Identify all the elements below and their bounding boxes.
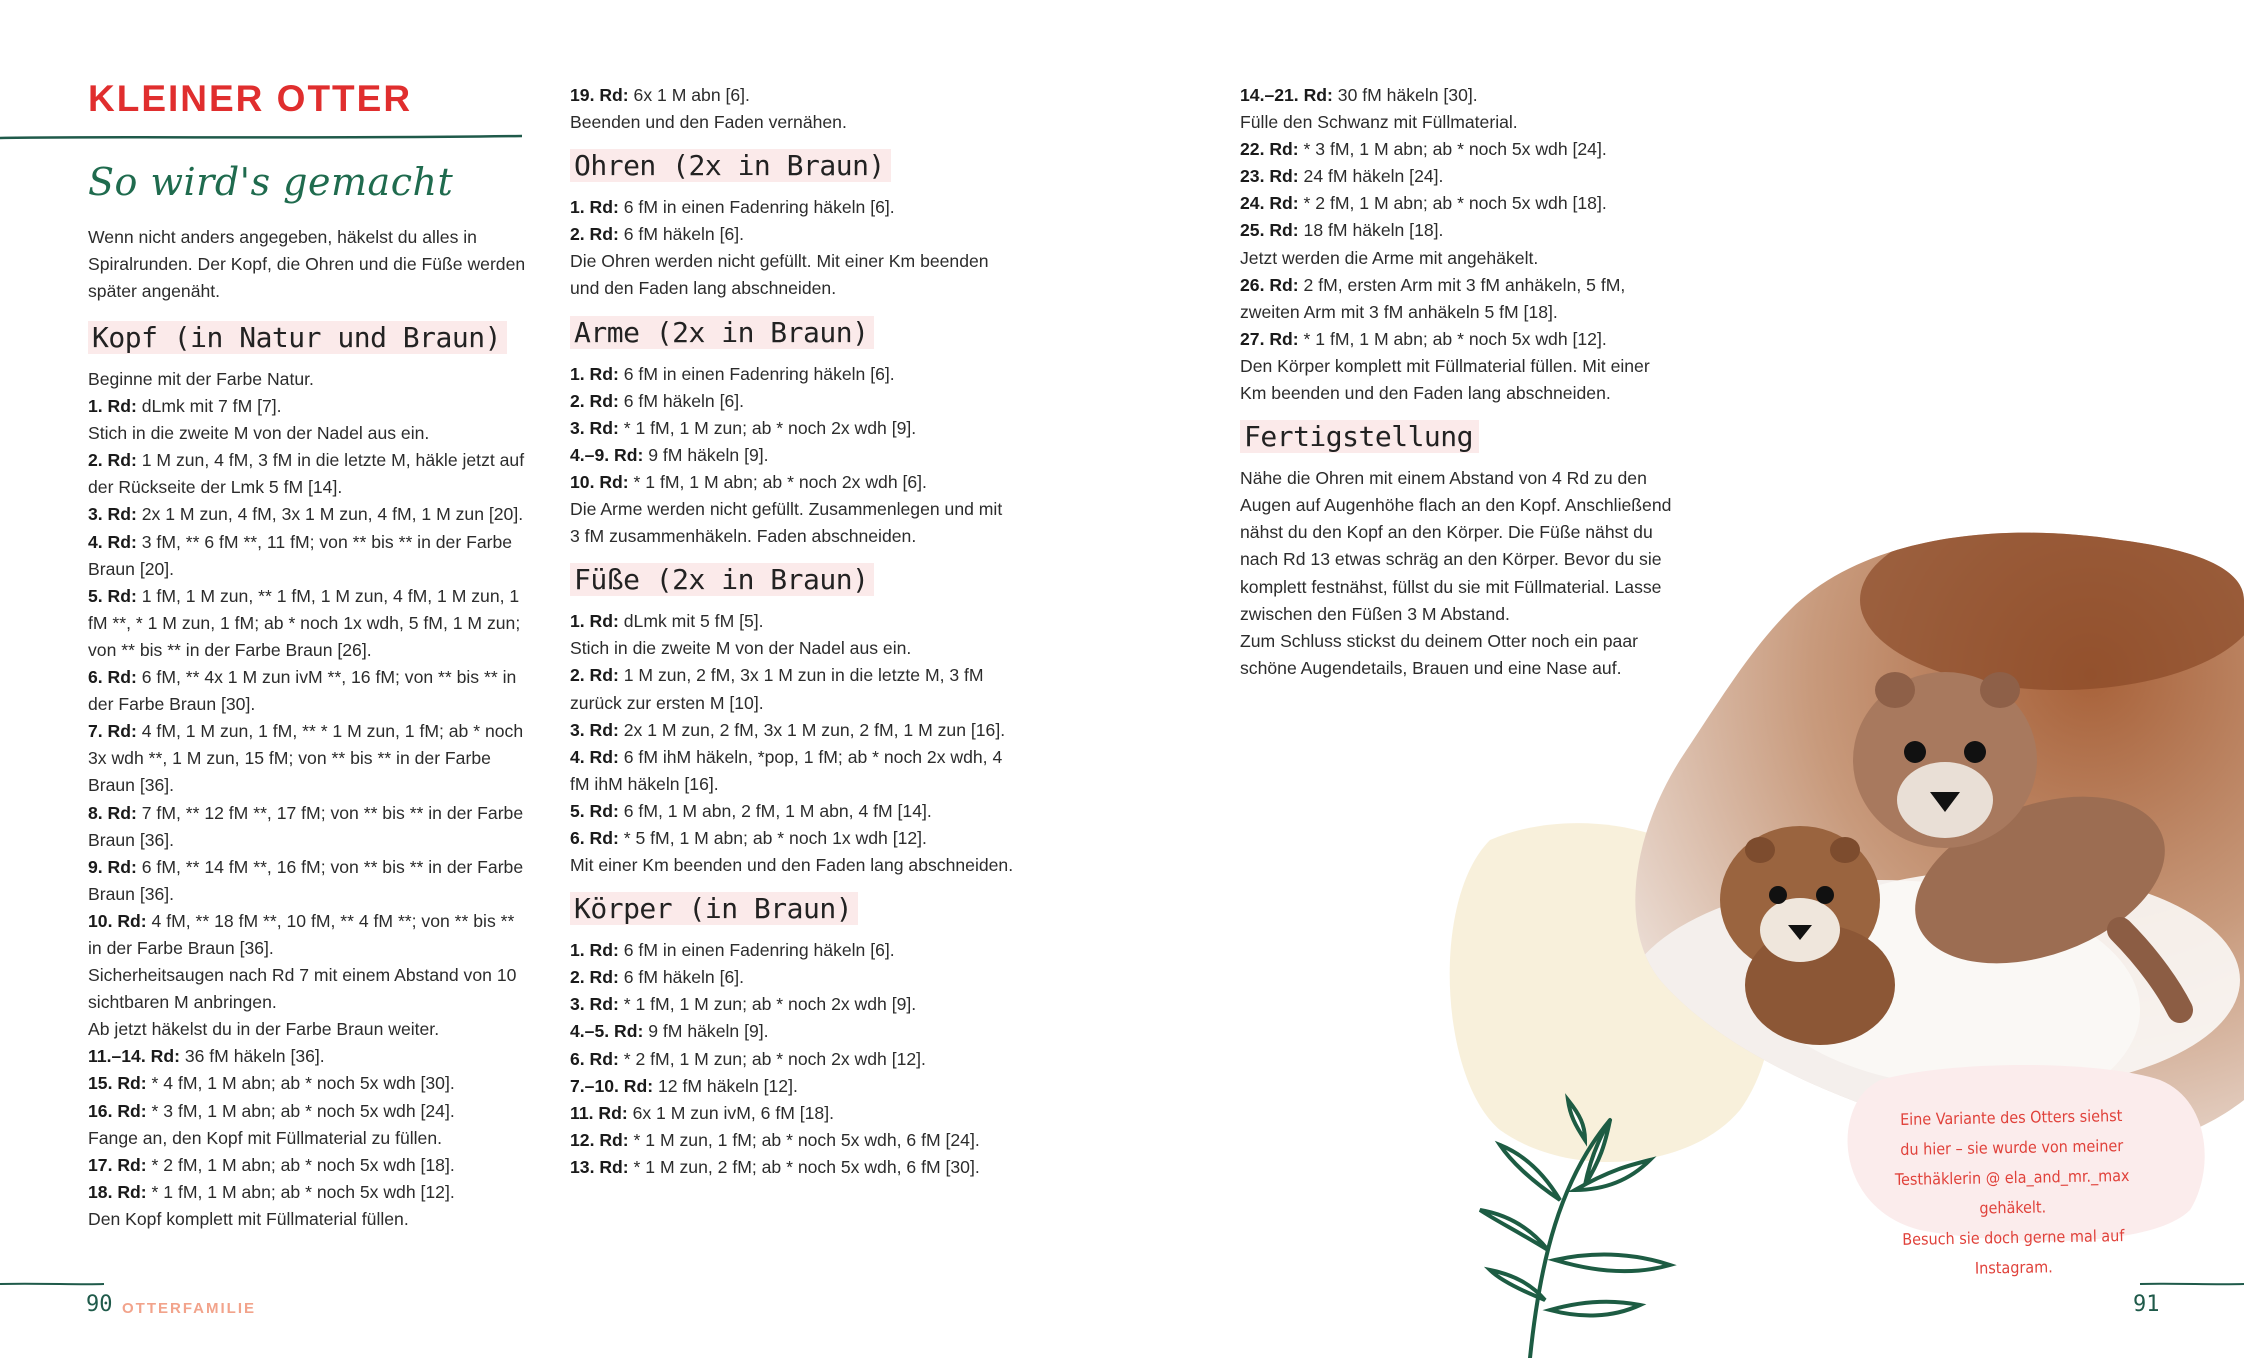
instruction-line bbox=[570, 1154, 1015, 1181]
instruction-text: 2 fM, ersten Arm mit 3 fM anhäkeln, 5 fM, zweiten Arm mit 3 fM anhäkeln 5 fM [18]. bbox=[1240, 274, 1626, 322]
instruction-line bbox=[88, 718, 528, 799]
instruction-text: Stich in die zweite M von der Nadel aus ein. bbox=[88, 423, 430, 444]
instruction-line bbox=[570, 1046, 1015, 1073]
instruction-text: 1 M zun, 2 fM, 3x 1 M zun in die letzte M, 3 fM zurück zur ersten M [10]. bbox=[570, 665, 984, 713]
round-label: 24. Rd: bbox=[1240, 193, 1299, 214]
instruction-line bbox=[88, 1125, 528, 1152]
instruction-line bbox=[1240, 217, 1680, 244]
section-heading-kopf: Kopf (in Natur und Braun) bbox=[88, 316, 528, 360]
instruction-line bbox=[570, 82, 1015, 109]
instruction-text: Jetzt werden die Arme mit angehäkelt. bbox=[1240, 247, 1539, 268]
round-label: 9. Rd: bbox=[88, 856, 137, 877]
intro-text: Wenn nicht anders angegeben, häkelst du alles in Spiralrunden. Der Kopf, die Ohren und die Füße werden später angenäht. bbox=[88, 227, 526, 302]
instruction-text: Die Ohren werden nicht gefüllt. Mit einer Km beenden und den Faden lang abschneiden. bbox=[570, 251, 989, 299]
instruction-line bbox=[570, 744, 1015, 798]
instruction-line bbox=[1240, 136, 1680, 163]
instruction-line bbox=[88, 1043, 528, 1070]
instruction-text: * 1 fM, 1 M abn; ab * noch 2x wdh [6]. bbox=[628, 471, 927, 492]
instruction-line bbox=[1240, 190, 1680, 217]
instruction-text: * 1 fM, 1 M zun; ab * noch 2x wdh [9]. bbox=[618, 994, 917, 1015]
instruction-line bbox=[570, 852, 1015, 879]
section-heading-fertig: Fertigstellung bbox=[1240, 415, 1680, 459]
koerper-cont-instructions bbox=[1240, 82, 1680, 407]
footer-section-label: OTTERFAMILIE bbox=[122, 1300, 256, 1317]
instruction-text: Stich in die zweite M von der Nadel aus ein. bbox=[570, 638, 912, 659]
page-number-left: 90 bbox=[86, 1292, 113, 1317]
instruction-text: Ab jetzt häkelst du in der Farbe Braun weiter. bbox=[88, 1019, 440, 1040]
section-heading-arme: Arme (2x in Braun) bbox=[570, 311, 1015, 355]
koerper-instructions bbox=[570, 937, 1015, 1181]
round-label: 1. Rd: bbox=[570, 363, 619, 384]
instruction-text: 18 fM häkeln [18]. bbox=[1298, 220, 1444, 241]
round-label: 10. Rd: bbox=[88, 910, 147, 931]
round-label: 2. Rd: bbox=[570, 224, 619, 245]
instruction-text: * 2 fM, 1 M abn; ab * noch 5x wdh [18]. bbox=[1298, 193, 1607, 214]
round-label: 22. Rd: bbox=[1240, 139, 1299, 160]
instruction-text: 6 fM, 1 M abn, 2 fM, 1 M abn, 4 fM [14]. bbox=[618, 800, 932, 821]
instruction-line bbox=[570, 662, 1015, 716]
instruction-line bbox=[88, 962, 528, 1016]
instruction-line bbox=[88, 1070, 528, 1097]
section-heading-fuesse: Füße (2x in Braun) bbox=[570, 558, 1015, 602]
instruction-text: Zum Schluss stickst du deinem Otter noch ein paar schöne Augendetails, Brauen und eine Nase auf. bbox=[1240, 630, 1638, 678]
caption-line: Testhäklerin @ ela_and_mr._max gehäkelt. bbox=[1894, 1165, 2130, 1218]
instruction-line bbox=[570, 798, 1015, 825]
instruction-text: * 3 fM, 1 M abn; ab * noch 5x wdh [24]. bbox=[146, 1100, 455, 1121]
column-right bbox=[1240, 82, 1680, 682]
instruction-text: 6 fM häkeln [6]. bbox=[618, 390, 745, 411]
instruction-line bbox=[88, 800, 528, 854]
round-label: 2. Rd: bbox=[88, 450, 137, 471]
round-label: 6. Rd: bbox=[570, 1048, 619, 1069]
instruction-text: * 3 fM, 1 M abn; ab * noch 5x wdh [24]. bbox=[1298, 139, 1607, 160]
instruction-line bbox=[88, 1179, 528, 1206]
round-label: 23. Rd: bbox=[1240, 166, 1299, 187]
instruction-text: * 1 M zun, 1 fM; ab * noch 5x wdh, 6 fM [24]. bbox=[628, 1129, 980, 1150]
instruction-line bbox=[88, 447, 528, 501]
subtitle-script: So wird's gemacht bbox=[88, 160, 454, 204]
caption-line: Besuch sie doch gerne mal auf Instagram. bbox=[1902, 1226, 2125, 1278]
instruction-text: 7 fM, ** 12 fM **, 17 fM; von ** bis ** in der Farbe Braun [36]. bbox=[88, 802, 524, 850]
instruction-text: Sicherheitsaugen nach Rd 7 mit einem Abstand von 10 sichtbaren M anbringen. bbox=[88, 965, 517, 1013]
instruction-line bbox=[1240, 109, 1680, 136]
instruction-text: * 1 fM, 1 M abn; ab * noch 5x wdh [12]. bbox=[1298, 328, 1607, 349]
instruction-text: Mit einer Km beenden und den Faden lang abschneiden. bbox=[570, 855, 1014, 876]
instruction-text: Beenden und den Faden vernähen. bbox=[570, 112, 847, 133]
instruction-line bbox=[570, 635, 1015, 662]
round-label: 5. Rd: bbox=[88, 585, 137, 606]
instruction-text: * 1 fM, 1 M zun; ab * noch 2x wdh [9]. bbox=[618, 417, 917, 438]
round-label: 5. Rd: bbox=[570, 800, 619, 821]
section-heading-ohren: Ohren (2x in Braun) bbox=[570, 144, 1015, 188]
round-label: 7. Rd: bbox=[88, 721, 137, 742]
instruction-text: Fülle den Schwanz mit Füllmaterial. bbox=[1240, 112, 1518, 133]
round-label: 1. Rd: bbox=[570, 940, 619, 961]
instruction-line bbox=[88, 1152, 528, 1179]
round-label: 26. Rd: bbox=[1240, 274, 1299, 295]
round-label: 4.–9. Rd: bbox=[570, 444, 644, 465]
round-label: 3. Rd: bbox=[570, 719, 619, 740]
round-label: 3. Rd: bbox=[570, 417, 619, 438]
instruction-line bbox=[88, 1206, 528, 1233]
round-label: 11. Rd: bbox=[570, 1102, 628, 1123]
instruction-text: 6 fM in einen Fadenring häkeln [6]. bbox=[618, 197, 895, 218]
instruction-text: 4 fM, 1 M zun, 1 fM, ** * 1 M zun, 1 fM; ab * noch 3x wdh **, 1 M zun, 15 fM; von ** bis ** in der Farbe Braun [36]. bbox=[88, 721, 524, 796]
title-rule bbox=[0, 136, 522, 138]
instruction-text: 9 fM häkeln [9]. bbox=[643, 444, 769, 465]
round-label: 10. Rd: bbox=[570, 471, 629, 492]
instruction-line bbox=[88, 854, 528, 908]
fuesse-instructions bbox=[570, 608, 1015, 879]
round-label: 3. Rd: bbox=[570, 994, 619, 1015]
instruction-text: * 1 fM, 1 M abn; ab * noch 5x wdh [12]. bbox=[146, 1181, 455, 1202]
instruction-line bbox=[570, 109, 1015, 136]
instruction-text: 3 fM, ** 6 fM **, 11 fM; von ** bis ** in der Farbe Braun [20]. bbox=[88, 531, 513, 579]
round-label: 17. Rd: bbox=[88, 1154, 147, 1175]
instruction-line bbox=[88, 366, 528, 393]
instruction-line bbox=[88, 501, 528, 528]
instruction-text: 6 fM, ** 4x 1 M zun ivM **, 16 fM; von ** bis ** in der Farbe Braun [30]. bbox=[88, 667, 517, 715]
round-label: 4. Rd: bbox=[88, 531, 137, 552]
instruction-line bbox=[88, 1098, 528, 1125]
caption-line: Eine Variante des Otters siehst bbox=[1899, 1106, 2123, 1129]
instruction-line bbox=[88, 393, 528, 420]
round-label: 12. Rd: bbox=[570, 1129, 629, 1150]
instruction-line bbox=[570, 1127, 1015, 1154]
instruction-line bbox=[570, 608, 1015, 635]
instruction-text: * 1 M zun, 2 fM; ab * noch 5x wdh, 6 fM [30]. bbox=[628, 1156, 980, 1177]
round-label: 2. Rd: bbox=[570, 665, 619, 686]
instruction-line bbox=[570, 1018, 1015, 1045]
round-label: 25. Rd: bbox=[1240, 220, 1299, 241]
instruction-line bbox=[1240, 326, 1680, 353]
round-label: 16. Rd: bbox=[88, 1100, 147, 1121]
instruction-line bbox=[88, 1016, 528, 1043]
round-label: 1. Rd: bbox=[570, 197, 619, 218]
instruction-text: dLmk mit 5 fM [5]. bbox=[618, 611, 764, 632]
instruction-text: Nähe die Ohren mit einem Abstand von 4 Rd zu den Augen auf Augenhöhe flach an den Kopf. Anschließend nähst du den Kopf an den Körper. Die Füße nähst du nach Rd 13 etwas schräg an den Körper. Bevor du sie komplett festnähst, füllst du sie mit Füllmaterial. Lasse zwischen den Füßen 3 M Abstand. bbox=[1240, 468, 1672, 624]
instruction-line bbox=[570, 361, 1015, 388]
round-label: 2. Rd: bbox=[570, 967, 619, 988]
instruction-line bbox=[88, 664, 528, 718]
instruction-line bbox=[1240, 245, 1680, 272]
instruction-line bbox=[1240, 82, 1680, 109]
footer-rule-right bbox=[2140, 1284, 2244, 1285]
round-label: 1. Rd: bbox=[88, 396, 137, 417]
round-label: 11.–14. Rd: bbox=[88, 1046, 180, 1067]
instruction-line bbox=[570, 991, 1015, 1018]
instruction-text: * 4 fM, 1 M abn; ab * noch 5x wdh [30]. bbox=[146, 1073, 455, 1094]
round-label: 19. Rd: bbox=[570, 85, 629, 105]
round-label: 6. Rd: bbox=[88, 667, 137, 688]
instruction-text: 4 fM, ** 18 fM **, 10 fM, ** 4 fM **; von ** bis ** in der Farbe Braun [36]. bbox=[88, 910, 515, 958]
round-label: 14.–21. Rd: bbox=[1240, 85, 1333, 105]
instruction-text: 12 fM häkeln [12]. bbox=[653, 1075, 798, 1096]
instruction-text: * 5 fM, 1 M abn; ab * noch 1x wdh [12]. bbox=[618, 827, 927, 848]
instruction-text: 6x 1 M zun ivM, 6 fM [18]. bbox=[627, 1102, 834, 1123]
round-label: 3. Rd: bbox=[88, 504, 137, 525]
kopf-instructions bbox=[88, 366, 528, 1233]
instruction-line bbox=[570, 496, 1015, 550]
instruction-text: 30 fM häkeln [30]. bbox=[1332, 85, 1478, 105]
instruction-line bbox=[570, 194, 1015, 221]
instruction-text: dLmk mit 7 fM [7]. bbox=[136, 396, 282, 417]
instruction-line bbox=[570, 221, 1015, 248]
round-label: 4.–5. Rd: bbox=[570, 1021, 644, 1042]
instruction-text: 2x 1 M zun, 4 fM, 3x 1 M zun, 4 fM, 1 M zun [20]. bbox=[136, 504, 524, 525]
instruction-text: Die Arme werden nicht gefüllt. Zusammenlegen und mit 3 fM zusammenhäkeln. Faden abschneiden. bbox=[570, 499, 1003, 547]
instruction-line bbox=[570, 469, 1015, 496]
instruction-line bbox=[1240, 163, 1680, 190]
instruction-text: * 2 fM, 1 M zun; ab * noch 2x wdh [12]. bbox=[618, 1048, 926, 1069]
instruction-line bbox=[570, 415, 1015, 442]
instruction-line bbox=[88, 583, 528, 664]
instruction-line bbox=[88, 529, 528, 583]
round-label: 15. Rd: bbox=[88, 1073, 147, 1094]
instruction-text: * 2 fM, 1 M abn; ab * noch 5x wdh [18]. bbox=[146, 1154, 455, 1175]
instruction-line bbox=[570, 1100, 1015, 1127]
instruction-text: 36 fM häkeln [36]. bbox=[179, 1046, 325, 1067]
instruction-text: 2x 1 M zun, 2 fM, 3x 1 M zun, 2 fM, 1 M zun [16]. bbox=[618, 719, 1006, 740]
instruction-text: 6 fM häkeln [6]. bbox=[618, 967, 745, 988]
instruction-line bbox=[570, 442, 1015, 469]
instruction-text: 6x 1 M abn [6]. bbox=[628, 85, 750, 105]
photo-caption bbox=[1878, 1101, 2146, 1286]
instruction-line bbox=[1240, 628, 1680, 682]
fertig-instructions bbox=[1240, 465, 1680, 682]
ohren-instructions bbox=[570, 194, 1015, 302]
round-label: 2. Rd: bbox=[570, 390, 619, 411]
instruction-line bbox=[570, 1073, 1015, 1100]
instruction-text: 9 fM häkeln [9]. bbox=[643, 1021, 769, 1042]
round-label: 6. Rd: bbox=[570, 827, 619, 848]
section-heading-koerper: Körper (in Braun) bbox=[570, 887, 1015, 931]
caption-line: du hier – sie wurde von meiner bbox=[1900, 1136, 2124, 1159]
instruction-line bbox=[88, 420, 528, 447]
round-label: 8. Rd: bbox=[88, 802, 137, 823]
column-left bbox=[88, 321, 528, 1233]
round-label: 13. Rd: bbox=[570, 1156, 629, 1177]
instruction-text: 6 fM in einen Fadenring häkeln [6]. bbox=[618, 940, 895, 961]
arme-instructions bbox=[570, 361, 1015, 551]
instruction-text: 6 fM ihM häkeln, *pop, 1 fM; ab * noch 2x wdh, 4 fM ihM häkeln [16]. bbox=[570, 746, 1003, 794]
instruction-line bbox=[88, 908, 528, 962]
instruction-text: Den Körper komplett mit Füllmaterial füllen. Mit einer Km beenden und den Faden lang abschneiden. bbox=[1240, 355, 1650, 404]
round-label: 27. Rd: bbox=[1240, 328, 1299, 349]
instruction-text: 6 fM häkeln [6]. bbox=[618, 224, 745, 245]
instruction-text: 6 fM in einen Fadenring häkeln [6]. bbox=[618, 363, 895, 384]
round-label: 4. Rd: bbox=[570, 746, 619, 767]
instruction-line bbox=[570, 825, 1015, 852]
instruction-line bbox=[570, 388, 1015, 415]
instruction-line bbox=[1240, 353, 1680, 407]
instruction-text: 6 fM, ** 14 fM **, 16 fM; von ** bis ** in der Farbe Braun [36]. bbox=[88, 856, 524, 904]
instruction-text: Fange an, den Kopf mit Füllmaterial zu füllen. bbox=[88, 1127, 443, 1148]
instruction-text: Den Kopf komplett mit Füllmaterial füllen. bbox=[88, 1208, 409, 1229]
page-title: KLEINER OTTER bbox=[88, 78, 413, 119]
instruction-text: Beginne mit der Farbe Natur. bbox=[88, 369, 314, 389]
round-label: 7.–10. Rd: bbox=[570, 1075, 654, 1096]
column-middle bbox=[570, 82, 1015, 1181]
instruction-line bbox=[1240, 272, 1680, 326]
instruction-text: 24 fM häkeln [24]. bbox=[1298, 166, 1444, 187]
kopf-end-instructions bbox=[570, 82, 1015, 136]
instruction-text: 1 M zun, 4 fM, 3 fM in die letzte M, häkle jetzt auf der Rückseite der Lmk 5 fM [14]. bbox=[88, 450, 525, 498]
page-number-right: 91 bbox=[2133, 1292, 2160, 1317]
instruction-line bbox=[570, 964, 1015, 991]
round-label: 1. Rd: bbox=[570, 611, 619, 632]
instruction-line bbox=[570, 248, 1015, 302]
footer-rule-left bbox=[0, 1284, 104, 1285]
instruction-text: 1 fM, 1 M zun, ** 1 fM, 1 M zun, 4 fM, 1 M zun, 1 fM **, * 1 M zun, 1 fM; ab * noch 1x wdh, 5 fM, 1 M zun; von ** bis ** in der Farbe Braun [26]. bbox=[88, 585, 521, 660]
instruction-line bbox=[570, 717, 1015, 744]
instruction-line bbox=[570, 937, 1015, 964]
instruction-line bbox=[1240, 465, 1680, 628]
round-label: 18. Rd: bbox=[88, 1181, 147, 1202]
